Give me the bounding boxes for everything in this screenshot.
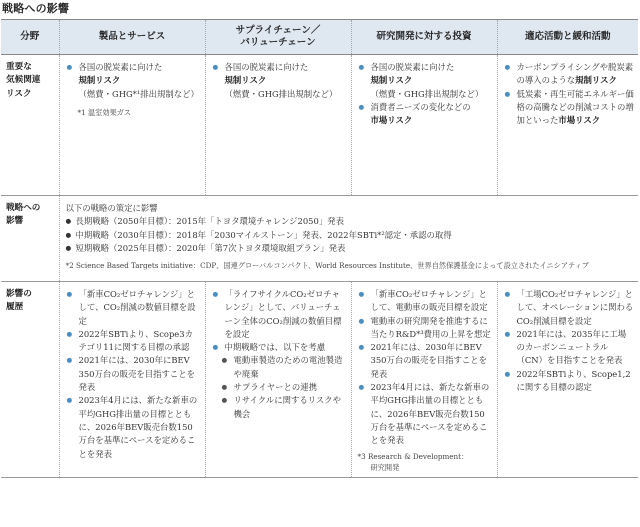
- list-item: ● 中期戦略では、以下を考慮: [212, 341, 347, 354]
- strategy-intro: 以下の戦略の策定に影響: [65, 203, 158, 213]
- list-item: ● 各国の脱炭素に向けた 規制リスク （燃費・GHG排出規制など）: [358, 61, 493, 101]
- list-item: ● 「新車CO₂ゼロチャレンジ」として、電動車の販売目標を設定: [358, 288, 493, 315]
- header-adaptation: 適応活動と緩和活動: [497, 20, 638, 55]
- cell-risk-rnd: [351, 55, 497, 196]
- list-item: ● 「新車CO₂ゼロチャレンジ」として、CO₂削減の数値目標を設定: [66, 288, 201, 328]
- row-label-strategy: 戦略への 影響: [1, 196, 59, 282]
- list-item: ● 中期戦略（2030年目標）：2018年「2030マイルストーン」発表、2022年SBTi*²認定・承認の取得: [66, 229, 635, 242]
- list-item: ● 2022年SBTiより、Scope1,2に関する目標の認定: [504, 368, 635, 395]
- sub-list-item: ● 電動車製造のための電池製造や廃棄: [212, 354, 347, 381]
- row-label-risk: 重要な 気候関連 リスク: [1, 55, 59, 196]
- list-item: ● カーボンプライシングや脱炭素の導入のような規制リスク: [504, 61, 635, 88]
- cell-history-supply: [205, 282, 351, 478]
- footnote-1: *1 温室効果ガス: [77, 107, 132, 117]
- header-row: [1, 20, 638, 55]
- cell-history-products: [59, 282, 205, 478]
- row-label-history: 影響の 履歴: [1, 282, 59, 478]
- footnote-2: *2 Science Based Targets initiative：CDP、国連グローバルコンパクト、World Resources Institute、世界自然保護基金によって設立されたイニシアティブ: [65, 261, 589, 271]
- strategy-impact-table: [1, 19, 638, 478]
- list-item: ● 短期戦略（2025年目標）：2020年「第7次トヨタ環境取組プラン」発表: [66, 242, 635, 255]
- sub-list-item: ● リサイクルに関するリスクや機会: [212, 394, 347, 421]
- list-item: ● 「ライフサイクルCO₂ゼロチャレンジ」として、バリューチェーン全体のCO₂削減の数値目標を設定: [212, 288, 347, 341]
- cell-risk-adaptation: [497, 55, 638, 196]
- footnote-3: *3 Research & Development： 研究開発: [357, 451, 469, 472]
- table-row-history: [1, 282, 638, 478]
- list-item: ● 2023年4月には、新たな新車の平均GHG排出量の目標とともに、2026年BEV販売台数150万台を基準にペースを定めることを発表: [358, 381, 493, 447]
- page-title: 戦略への影響: [2, 2, 70, 15]
- sub-list-item: ● サプライヤーとの連携: [212, 381, 347, 394]
- cell-history-adaptation: [497, 282, 638, 478]
- header-supply-chain: サプライチェーン／ バリューチェーン: [205, 20, 351, 55]
- list-item: ● 長期戦略（2050年目標）：2015年「トヨタ環境チャレンジ2050」発表: [66, 215, 635, 228]
- list-item: ● 2023年4月には、新たな新車の平均GHG排出量の目標とともに、2026年BEV販売台数150万台を基準にペースを定めることを発表: [66, 394, 201, 460]
- list-item: ● 「工場CO₂ゼロチャレンジ」として、オペレーションに関わるCO₂削減目標を設定: [504, 288, 635, 328]
- list-item: ● 2021年には、2035年に工場のカーボンニュートラル（CN）を目指すことを発表: [504, 328, 635, 368]
- table-row-strategy: [1, 196, 638, 282]
- list-item: ● 2021年には、2030年にBEV 350万台の販売を目指すことを発表: [66, 354, 201, 394]
- cell-strategy: [59, 196, 638, 282]
- list-item: ● 2021年には、2030年にBEV 350万台の販売を目指すことを発表: [358, 341, 493, 381]
- cell-risk-supply: [205, 55, 351, 196]
- list-item: ● 消費者ニーズの変化などの 市場リスク: [358, 101, 493, 128]
- list-item: ● 低炭素・再生可能エネルギー価格の高騰などの削減コストの増加といった市場リスク: [504, 88, 635, 128]
- list-item: ● 各国の脱炭素に向けた 規制リスク （燃費・GHG*¹排出規制など）: [66, 61, 201, 101]
- list-item: ● 電動車の研究開発を推進するに当たりR&D*³費用の上昇を想定: [358, 315, 493, 342]
- list-item: ● 各国の脱炭素に向けた 規制リスク （燃費・GHG排出規制など）: [212, 61, 347, 101]
- cell-risk-products: [59, 55, 205, 196]
- table-row-risk: [1, 55, 638, 196]
- list-item: ● 2022年SBTiより、Scope3カテゴリ11に関する目標の承認: [66, 328, 201, 355]
- header-products: 製品とサービス: [59, 20, 205, 55]
- header-field: 分野: [1, 20, 59, 55]
- cell-history-rnd: [351, 282, 497, 478]
- header-rnd: 研究開発に対する投資: [351, 20, 497, 55]
